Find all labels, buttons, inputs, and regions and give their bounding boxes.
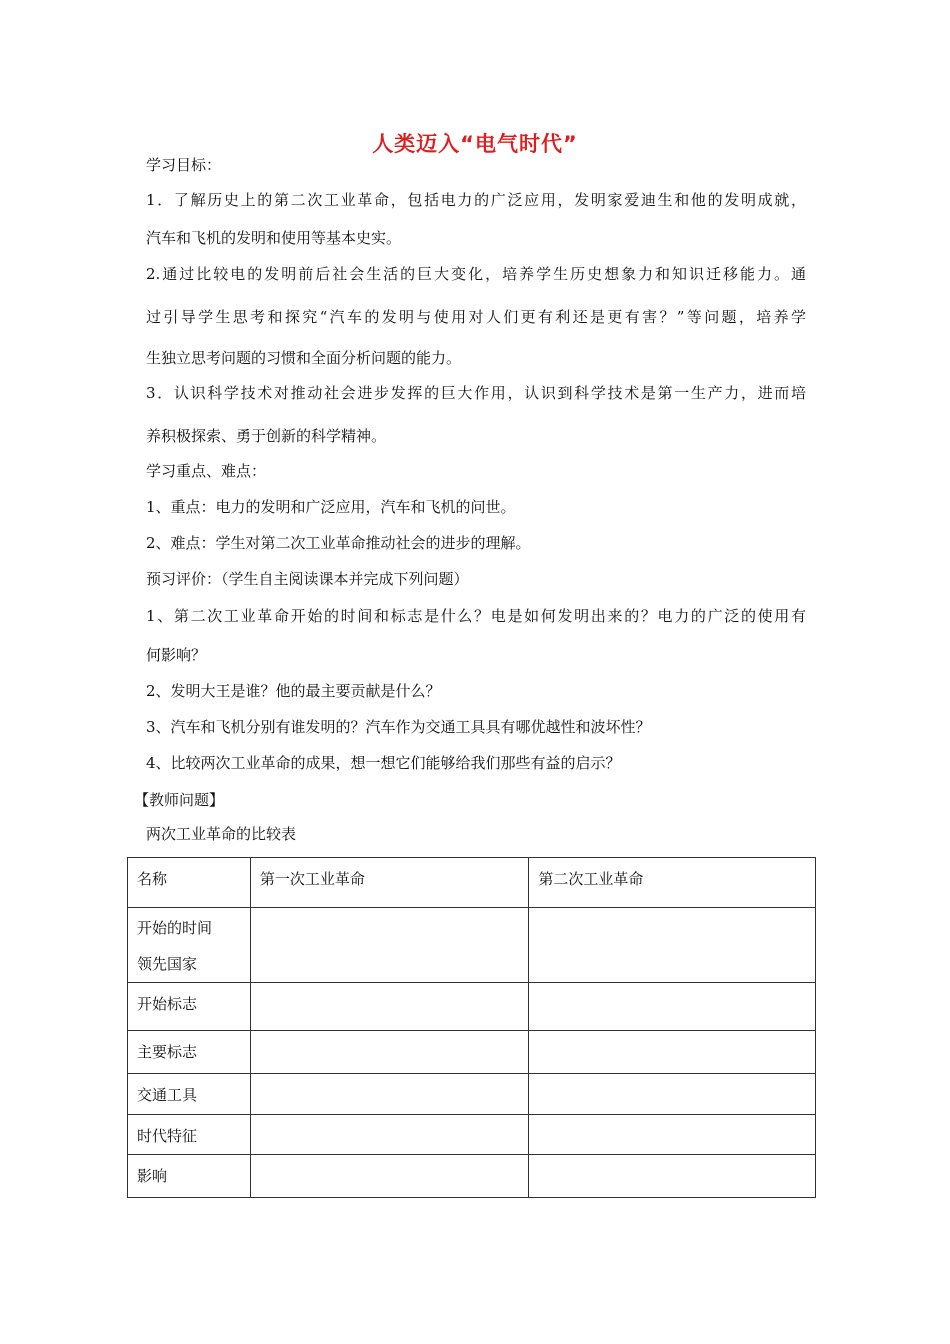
table-cell xyxy=(529,908,816,983)
question-1-line-2: 何影响？ xyxy=(146,646,207,664)
row-label-main-sign: 主要标志 xyxy=(128,1031,251,1074)
question-2: 2、发明大王是谁？他的最主要贡献是什么？ xyxy=(146,682,441,700)
table-row xyxy=(128,1155,816,1198)
table-row xyxy=(128,908,816,983)
table-cell xyxy=(250,1115,529,1155)
header-second-revolution: 第二次工业革命 xyxy=(529,858,816,908)
table-row xyxy=(128,1115,816,1155)
difficult-point: 2、难点：学生对第二次工业革命推动社会的进步的理解。 xyxy=(146,534,531,552)
row-label-line-1: 开始的时间 xyxy=(137,919,213,937)
table-row xyxy=(128,983,816,1031)
objective-1-line-1: 1．了解历史上的第二次工业革命，包括电力的广泛应用，发明家爱迪生和他的发明成就， xyxy=(146,191,806,209)
objectives-heading: 学习目标： xyxy=(146,156,222,174)
table-caption: 两次工业革命的比较表 xyxy=(146,825,297,843)
header-first-revolution: 第一次工业革命 xyxy=(250,858,529,908)
row-label-era-feature: 时代特征 xyxy=(128,1115,251,1155)
table-cell xyxy=(529,1074,816,1115)
table-cell xyxy=(250,983,529,1031)
table-cell xyxy=(250,1031,529,1074)
preview-heading: 预习评价：（学生自主阅读课本并完成下列问题） xyxy=(146,570,469,588)
table-cell xyxy=(250,1155,529,1198)
key-point: 1、重点：电力的发明和广泛应用，汽车和飞机的问世。 xyxy=(146,498,516,516)
table-cell xyxy=(250,908,529,983)
table-cell xyxy=(529,1155,816,1198)
comparison-table xyxy=(127,857,816,1198)
objective-2-line-2: 过引导学生思考和探究“汽车的发明与使用对人们更有利还是更有害？”等问题，培养学 xyxy=(146,308,806,326)
question-3: 3、汽车和飞机分别有谁发明的？汽车作为交通工具具有哪优越性和波坏性？ xyxy=(146,718,651,736)
objective-3-line-1: 3．认识科学技术对推动社会进步发挥的巨大作用，认识到科学技术是第一生产力，进而培 xyxy=(146,384,806,402)
objective-3-line-2: 养积极探索、勇于创新的科学精神。 xyxy=(146,427,387,445)
page-title: 人类迈入“电气时代” xyxy=(372,132,578,156)
table-header-row xyxy=(128,858,816,908)
table-cell xyxy=(529,1031,816,1074)
key-points-heading: 学习重点、难点： xyxy=(146,462,267,480)
objective-2-line-1: 2.通过比较电的发明前后社会生活的巨大变化，培养学生历史想象力和知识迁移能力。通 xyxy=(146,265,806,283)
table-row xyxy=(128,1074,816,1115)
row-label-line-2: 领先国家 xyxy=(137,955,198,973)
row-label-start-time xyxy=(128,908,251,983)
table-cell xyxy=(529,983,816,1031)
objective-2-line-3: 生独立思考问题的习惯和全面分析问题的能力。 xyxy=(146,349,462,367)
row-label-impact: 影响 xyxy=(128,1155,251,1198)
question-4: 4、比较两次工业革命的成果，想一想它们能够给我们那些有益的启示？ xyxy=(146,754,621,772)
header-name: 名称 xyxy=(128,858,251,908)
row-label-start-sign: 开始标志 xyxy=(128,983,251,1031)
table-cell xyxy=(250,1074,529,1115)
row-label-transport: 交通工具 xyxy=(128,1074,251,1115)
objective-1-line-2: 汽车和飞机的发明和使用等基本史实。 xyxy=(146,229,402,247)
question-1-line-1: 1、第二次工业革命开始的时间和标志是什么？电是如何发明出来的？电力的广泛的使用有 xyxy=(146,607,806,625)
table-row xyxy=(128,1031,816,1074)
table-cell xyxy=(529,1115,816,1155)
teacher-questions-heading: 【教师问题】 xyxy=(134,791,225,809)
